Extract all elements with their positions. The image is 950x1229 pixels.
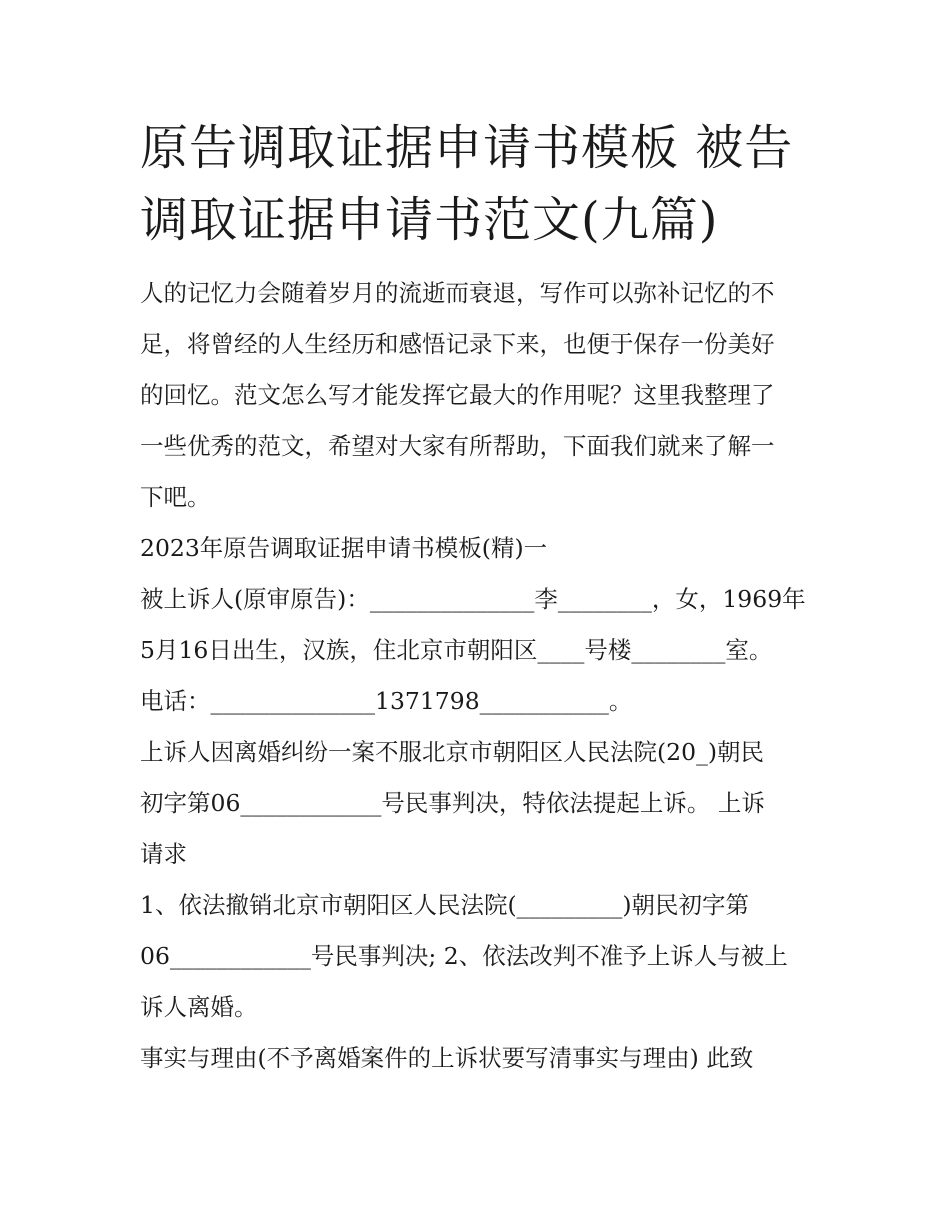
section-heading: 2023年原告调取证据申请书模板(精)一 [140,534,548,562]
document-page [140,112,820,1084]
body-line: 的回忆。范文怎么写才能发挥它最大的作用呢？这里我整理了 [140,381,775,409]
document-title [140,112,820,256]
body-line: 事实与理由(不予离婚案件的上诉状要写清事实与理由) 此致 [140,1044,754,1072]
body-line: 足，将曾经的人生经历和感悟记录下来，也便于保存一份美好 [140,330,775,358]
body-line: 电话：______________1371798___________。 [140,687,633,715]
document-body [140,268,820,1084]
body-line: 被上诉人(原审原告)：______________李________，女，1969年 [140,585,806,613]
body-line: 初字第06____________号民事判决，特依法提起上诉。 上诉 [140,789,765,817]
body-line: 一些优秀的范文，希望对大家有所帮助，下面我们就来了解一 [140,432,775,460]
body-line: 1、依法撤销北京市朝阳区人民法院(_________)朝民初字第 [140,891,750,919]
body-line: 人的记忆力会随着岁月的流逝而衰退，写作可以弥补记忆的不 [140,279,775,307]
body-line: 请求 [140,840,187,868]
body-line: 5月16日出生，汉族，住北京市朝阳区____号楼________室。 [140,636,773,664]
body-line: 诉人离婚。 [140,993,258,1021]
body-line: 06____________号民事判决; 2、依法改判不准予上诉人与被上 [140,942,788,970]
title-line-2: 调取证据申请书范文(九篇) [140,192,719,248]
body-line: 下吧。 [140,483,211,511]
title-line-1: 原告调取证据申请书模板 被告 [140,120,794,176]
body-line: 上诉人因离婚纠纷一案不服北京市朝阳区人民法院(20_)朝民 [140,738,764,766]
